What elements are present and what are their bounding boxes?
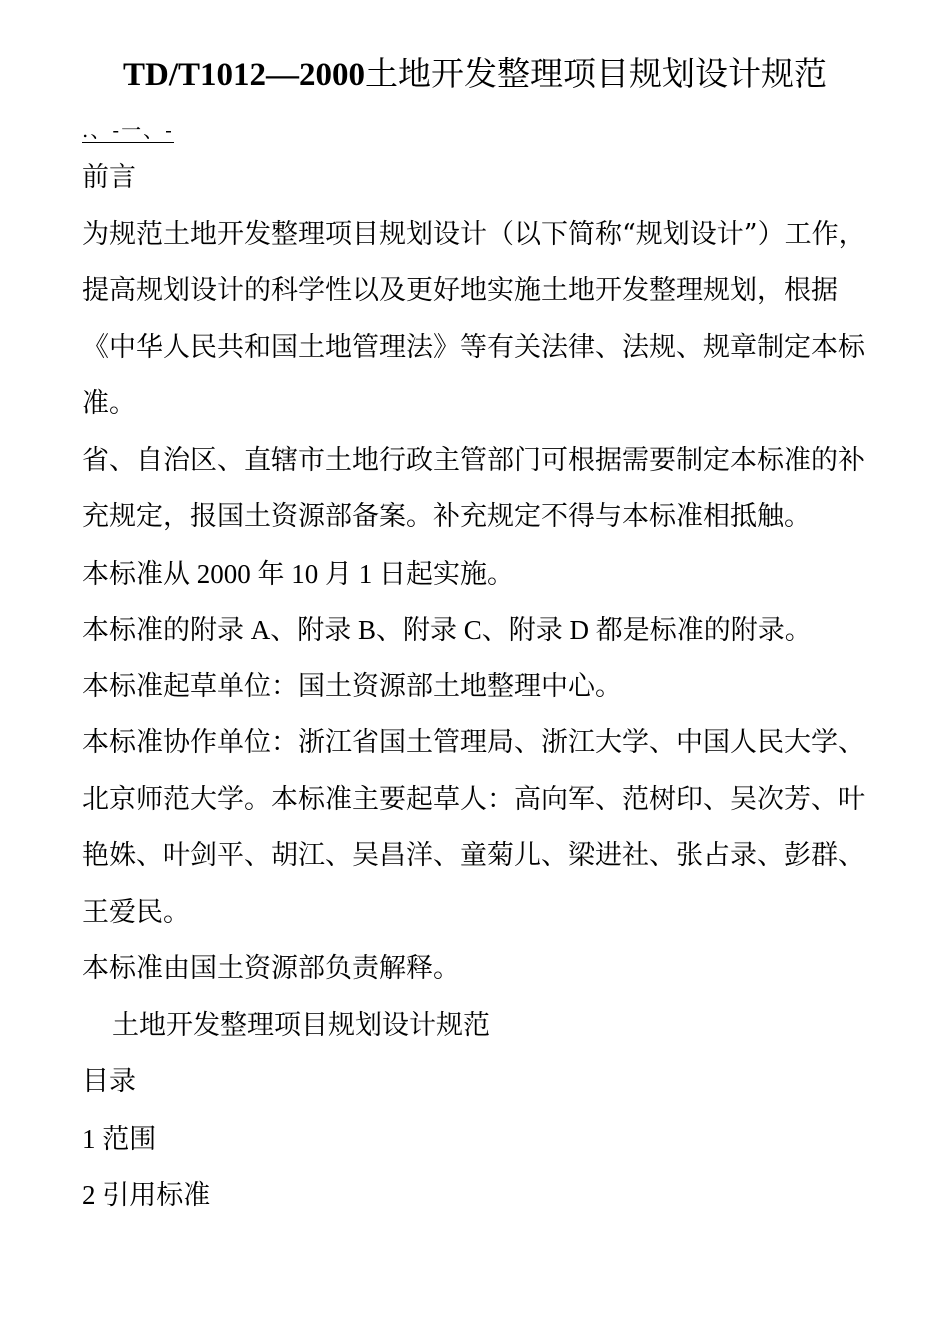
subtitle: 土地开发整理项目规划设计规范: [112, 1009, 490, 1041]
paragraph-supplement: 省、自治区、直辖市土地行政主管部门可根据需要制定本标准的补充规定，报国土资源部备案。补充规定不得与本标准相抵触。: [82, 444, 865, 532]
underlined-marks: .、‑一、‑: [82, 118, 174, 142]
standard-code: TD/T1012—2000: [122, 57, 366, 93]
paragraph-cooperating-units: 本标准协作单位：浙江省国土管理局、浙江大学、中国人民大学、北京师范大学。本标准主要起草人：高向军、范树印、吴次芳、叶艳姝、叶剑平、胡江、吴昌洋、童菊儿、梁进社、张占录、彭群、王爱民。: [82, 727, 865, 928]
paragraph-interpretation: 本标准由国土资源部负责解释。: [82, 953, 460, 984]
paragraph-drafting-unit: 本标准起草单位：国土资源部土地整理中心。: [82, 670, 622, 702]
paragraph-purpose: 为规范土地开发整理项目规划设计（以下简称“规划设计”）工作，提高规划设计的科学性以及更好地实施土地开发整理规划，根据《中华人民共和国土地管理法》等有关法律、法规、规章制定本标准。: [82, 218, 866, 419]
paragraph-effective-date: 本标准从 2000 年 10 月 1 日起实施。: [82, 558, 514, 589]
toc-heading: 目录: [82, 1066, 136, 1097]
toc-item-references: 2 引用标准: [82, 1180, 211, 1210]
section-heading-preface: 前言: [82, 162, 136, 193]
document-body: [82, 150, 872, 1224]
paragraph-appendices: 本标准的附录 A、附录 B、附录 C、附录 D 都是标准的附录。: [82, 615, 812, 645]
document-title: [0, 52, 950, 97]
title-text: 土地开发整理项目规划设计规范: [365, 54, 828, 93]
toc-item-scope: 1 范围: [82, 1123, 157, 1154]
